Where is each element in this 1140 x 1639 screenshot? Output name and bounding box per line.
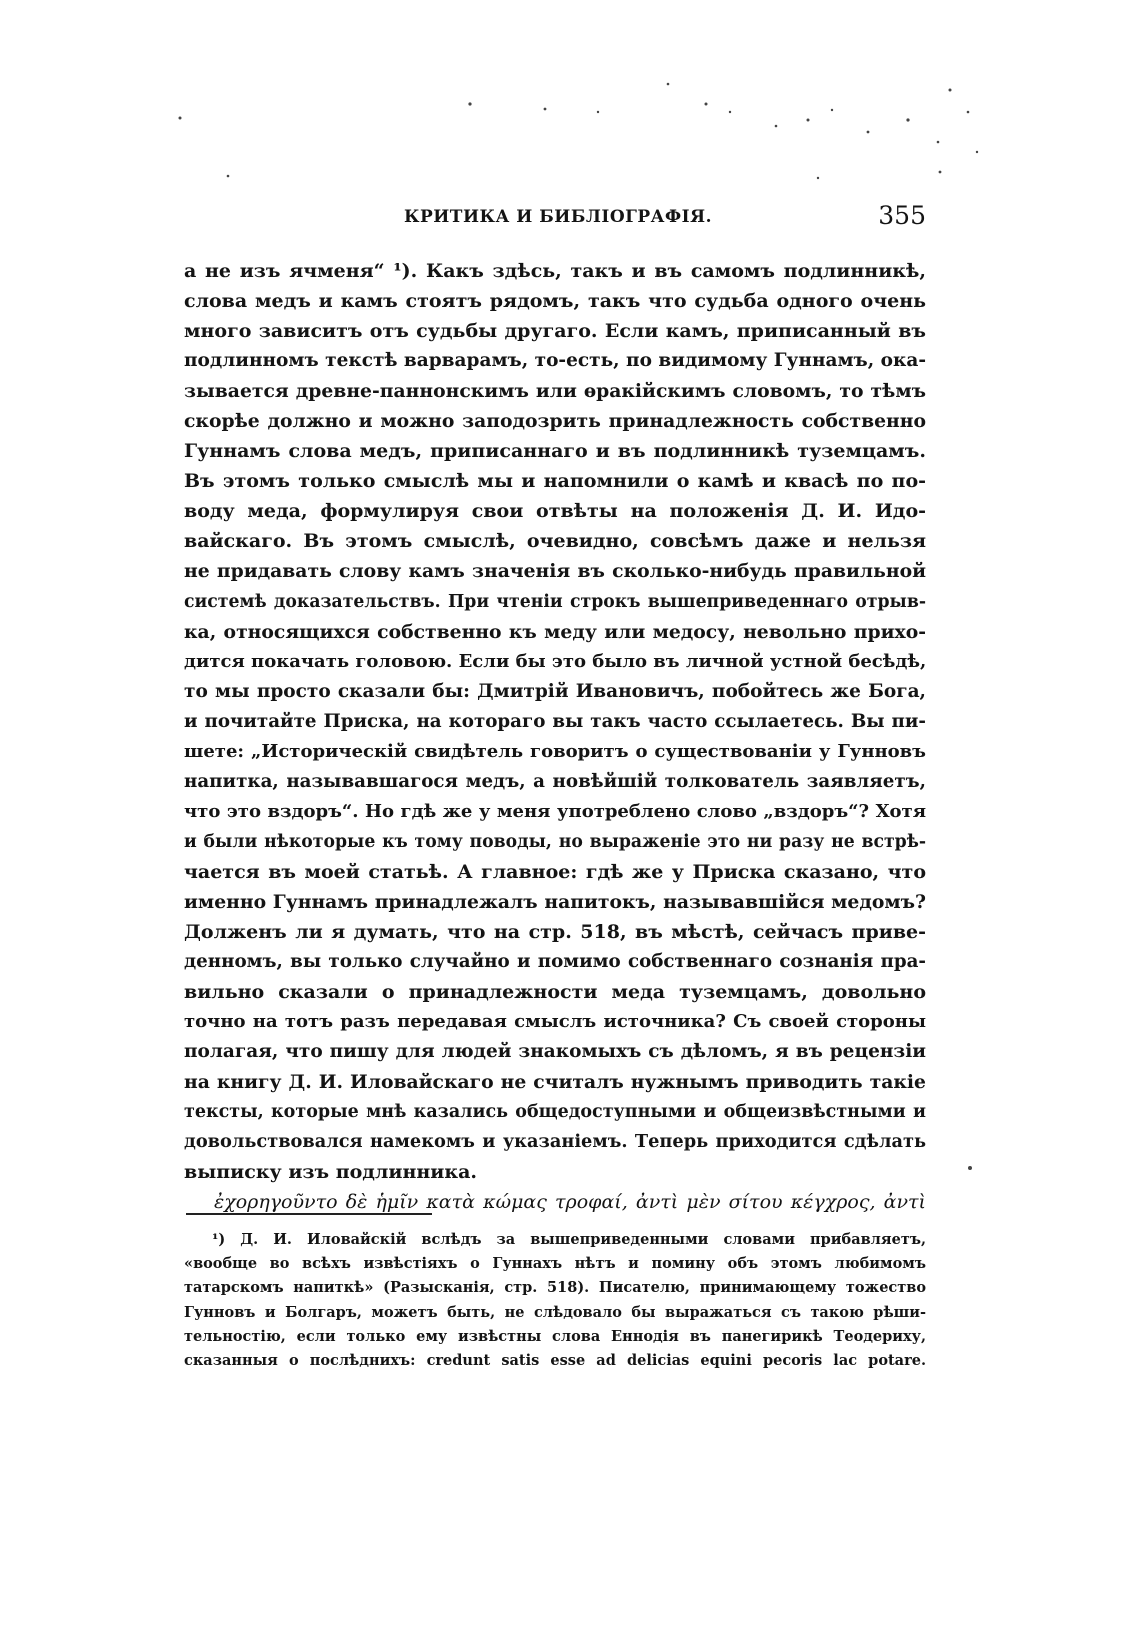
text-line: вильно сказали о принадлежности меда туземцамъ, довольно xyxy=(184,981,926,1004)
text-line: Долженъ ли я думать, что на стр. 518, въ мѣстѣ, сейчасъ приве- xyxy=(184,921,926,944)
text-line: ка, относящихся собственно къ меду или медосу, невольно прихо- xyxy=(184,620,926,643)
footnote xyxy=(184,1228,926,1373)
text-line: и были нѣкоторые къ тому поводы, но выраженіе это ни разу не встрѣ- xyxy=(184,831,926,852)
greek-quotation: ἐχορηγοῦντο δὲ ἡμῖν κατὰ κώμας τροφαί, ἀντὶ μὲν σίτου κέγχρος, ἀντὶ xyxy=(214,1191,926,1214)
footnote-line: тельностію, если только ему извѣстны слова Еннодія въ панегирикѣ Теодериху, xyxy=(184,1327,926,1345)
text-line: шете: „Историческій свидѣтель говоритъ о существованіи у Гунновъ xyxy=(184,740,926,762)
footnote-line: Гунновъ и Болгаръ, можетъ быть, не слѣдовало бы выражаться съ такою рѣши- xyxy=(184,1303,926,1321)
text-line: а не изъ ячменя“ ¹). Какъ здѣсь, такъ и въ самомъ подлинникѣ, xyxy=(184,260,926,282)
text-line: Гуннамъ слова медъ, приписаннаго и въ подлинникѣ туземцамъ. xyxy=(184,440,926,463)
text-line: скорѣе должно и можно заподозрить принадлежность собственно xyxy=(184,410,926,433)
text-line: полагая, что пишу для людей знакомыхъ съ дѣломъ, я въ рецензіи xyxy=(184,1041,926,1063)
footnote-line: татарскомъ напиткѣ» (Разысканія, стр. 518). Писателю, принимающему тожество xyxy=(184,1279,926,1297)
footnote-line: сказанныя о послѣднихъ: credunt satis esse ad delicias equini pecoris lac potare. xyxy=(184,1351,926,1369)
running-head: КРИТИКА И БИБЛІОГРАФІЯ. xyxy=(404,207,712,227)
footnote-line: «вообще во всѣхъ извѣстіяхъ о Гуннахъ нѣтъ и помину объ этомъ любимомъ xyxy=(184,1255,926,1273)
text-line: дится покачать головою. Если бы это было въ личной устной бесѣдѣ, xyxy=(184,650,926,672)
footnote-divider xyxy=(186,1213,432,1215)
footnote-line: ¹) Д. И. Иловайскій вслѣдъ за вышеприведенными словами прибавляетъ, xyxy=(212,1231,926,1248)
text-line: много зависитъ отъ судьбы другаго. Если камъ, приписанный въ xyxy=(184,320,926,343)
text-line: тексты, которые мнѣ казались общедоступными и общеизвѣстными и xyxy=(184,1102,926,1123)
text-line: воду меда, формулируя свои отвѣты на положенія Д. И. Идо- xyxy=(184,500,926,523)
text-line: вайскаго. Въ этомъ смыслѣ, очевидно, совсѣмъ даже и нельзя xyxy=(184,530,926,553)
text-line: зывается древне-паннонскимъ или ѳракійскимъ словомъ, то тѣмъ xyxy=(184,380,926,403)
text-line: системѣ доказательствъ. При чтеніи строкъ вышеприведеннаго отрыв- xyxy=(184,591,926,612)
text-line: слова медъ и камъ стоятъ рядомъ, такъ что судьба одного очень xyxy=(184,290,926,313)
text-line: точно на тотъ разъ передавая смыслъ источника? Съ своей стороны xyxy=(184,1011,926,1033)
text-line: именно Гуннамъ принадлежалъ напитокъ, называвшійся медомъ? xyxy=(184,890,926,913)
page-number: 355 xyxy=(878,201,926,230)
text-line: выписку изъ подлинника. xyxy=(184,1161,478,1184)
text-line: не придавать слову камъ значенія въ сколько-нибудь правильной xyxy=(184,560,926,583)
text-line: чается въ моей статьѣ. А главное: гдѣ же у Приска сказано, что xyxy=(184,860,926,883)
text-line: и почитайте Приска, на котораго вы такъ часто ссылаетесь. Вы пи- xyxy=(184,710,926,732)
text-line: что это вздоръ“. Но гдѣ же у меня употреблено слово „вздоръ“? Хотя xyxy=(184,800,926,822)
text-line: денномъ, вы только случайно и помимо собственнаго сознанія пра- xyxy=(184,951,926,973)
text-line: подлинномъ текстѣ варварамъ, то-есть, по видимому Гуннамъ, ока- xyxy=(184,350,926,372)
text-line: Въ этомъ только смыслѣ мы и напомнили о камѣ и квасѣ по по- xyxy=(184,470,926,493)
main-text xyxy=(184,256,926,1218)
text-line: напитка, называвшагося медъ, а новѣйшій толкователь заявляетъ, xyxy=(184,770,926,792)
page-header xyxy=(184,201,926,235)
text-line: довольствовался намекомъ и указаніемъ. Теперь приходится сдѣлать xyxy=(184,1131,926,1153)
text-line: то мы просто сказали бы: Дмитрій Ивановичъ, побойтесь же Бога, xyxy=(184,680,926,702)
text-line: на книгу Д. И. Иловайскаго не считалъ нужнымъ приводить такіе xyxy=(184,1071,926,1094)
